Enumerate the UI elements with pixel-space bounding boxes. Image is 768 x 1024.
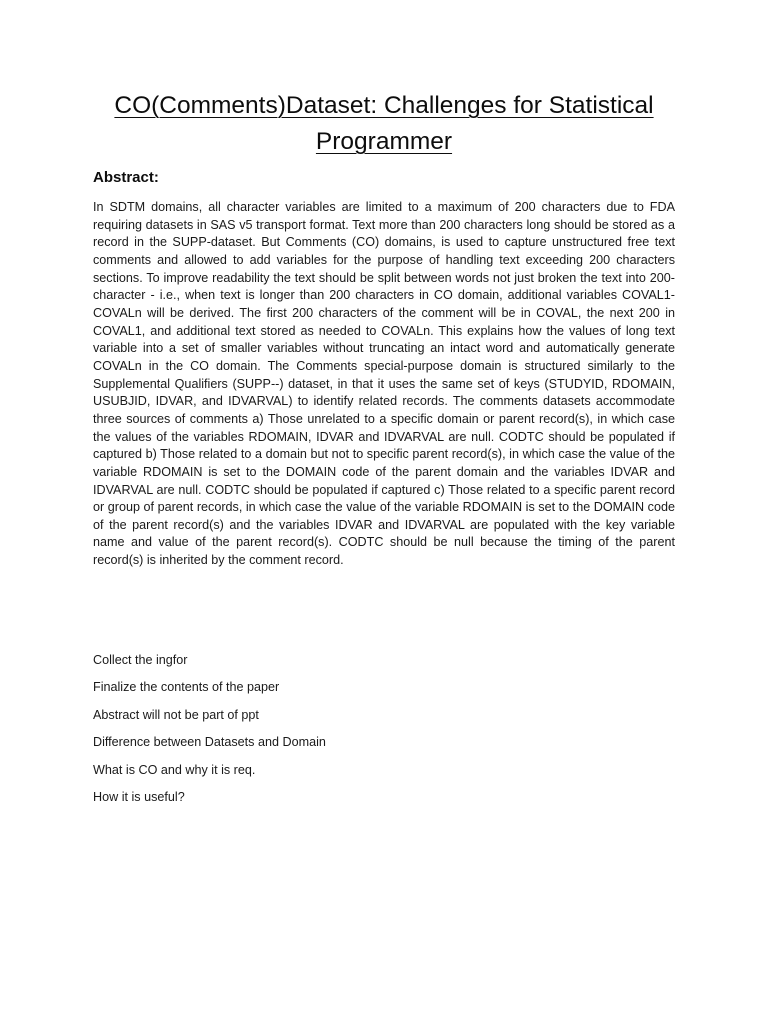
note-item: Abstract will not be part of ppt [93,707,259,722]
document-title: CO(Comments)Dataset: Challenges for Statistical Programmer [114,92,654,155]
note-item: Finalize the contents of the paper [93,680,280,695]
note-item: Collect the ingfor [93,653,188,667]
notes-list [93,651,675,815]
abstract-heading: Abstract: [93,169,159,186]
note-item: How it is useful? [93,789,185,804]
abstract-paragraph: In SDTM domains, all character variables are limited to a maximum of 200 characters due to FDA requiring datasets in SAS v5 transport format. Text more than 200 characters long should be stored as a record in the SUPP-dataset. But Comments (CO) domains, is used to capture unstructured free text comments and allowed to add variables for the purpose of handling text exceeding 200 characters sections. To improve readability the text should be split between words not just broken the text into 200-character - i.e., when text is longer than 200 characters in CO domain, additional variables COVAL1-COVALn will be derived. The first 200 characters of the comment will be in COVAL, the next 200 in COVAL1, and additional text stored as needed to COVALn. This explains how the values of long text variable into a set of smaller variables without truncating an intact word and automatically generate COVALn in the CO domain. The Comments special-purpose domain is structured similarly to the Supplemental Qualifiers (SUPP--) dataset, in that it uses the same set of keys (STUDYID, RDOMAIN, USUBJID, IDVAR, and IDVARVAL) to identify related records. The comments datasets accommodate three sources of comments a) Those unrelated to a specific domain or parent record(s), in which case the values of the variables RDOMAIN, IDVAR and IDVARVAL are null. CODTC should be populated if captured b) Those related to a domain but not to specific parent record(s), in which case the value of the variable RDOMAIN is set to the DOMAIN code of the parent domain and the variables IDVAR and IDVARVAL are null. CODTC should be populated if captured c) Those related to a specific parent record or group of parent records, in which case the value of the variable RDOMAIN is set to the DOMAIN code of the parent record(s) and the variables IDVAR and IDVARVAL are populated with the key variable name and value of the parent record(s). CODTC should be null because the timing of the parent record(s) is inherited by the comment record. [93,200,675,568]
note-item: What is CO and why it is req. [93,762,256,777]
note-item: Difference between Datasets and Domain [93,735,326,750]
